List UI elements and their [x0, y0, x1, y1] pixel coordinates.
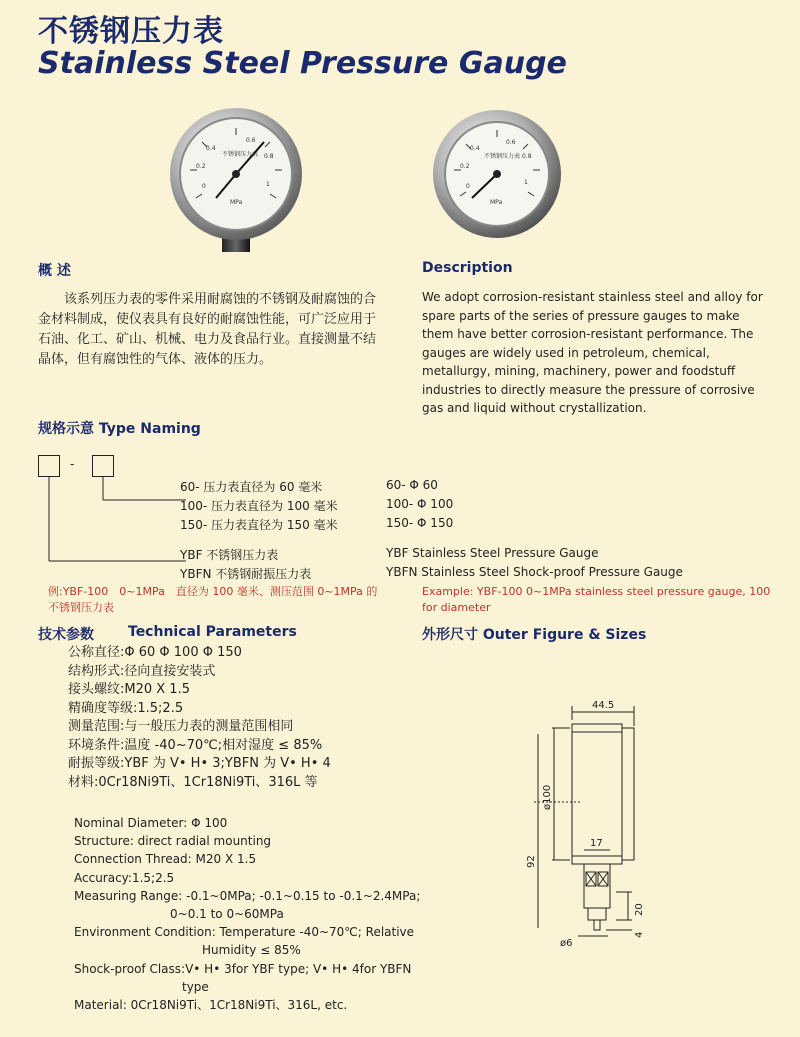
param-cn-item: 材料:0Cr18Ni9Ti、1Cr18Ni9Ti、316L 等: [68, 774, 318, 790]
type-row-cn-3: 150- 压力表直径为 150 毫米: [180, 518, 338, 532]
dim-offset: 17: [590, 838, 603, 849]
overview-text-cn: 该系列压力表的零件采用耐腐蚀的不锈钢及耐腐蚀的合金材料制成，使仪表具有良好的耐腐蚀性能，可广泛应用于石油、化工、矿山、机械、电力及食品行业。直接测量不结晶体，但有腐蚀性的气体、液体的压力。: [38, 292, 377, 367]
description-heading: Description: [422, 260, 513, 276]
param-en-item: Environment Condition: Temperature -40~70℃; Relative: [74, 925, 415, 940]
param-en-item: Connection Thread: M20 X 1.5: [74, 852, 257, 867]
gauge1-scale-3: 0.6: [246, 137, 256, 144]
param-en-list: [74, 814, 420, 1014]
example-cn: 例:YBF-100 0~1MPa 直径为 100 毫米、测压范围 0~1MPa 的不锈钢压力表: [48, 585, 378, 614]
gauge2-scale-4: 0.8: [522, 153, 532, 160]
gauge-photo-1: [160, 108, 310, 268]
type-row-en-4: YBF Stainless Steel Pressure Gauge: [386, 546, 599, 560]
overview-heading-cn: 概 述: [38, 263, 71, 279]
type-code-box: [38, 455, 60, 477]
technical-heading-en: Technical Parameters: [128, 624, 297, 640]
dim-bottom: 4: [634, 931, 645, 938]
param-cn-item: 结构形式:径向直接安装式: [68, 663, 216, 679]
param-en-item: Nominal Diameter: Φ 100: [74, 816, 228, 830]
gauge1-scale-4: 0.8: [264, 153, 274, 160]
type-naming-heading: 规格示意 Type Naming: [38, 421, 201, 437]
type-row-cn-4: YBF 不锈钢压力表: [180, 548, 279, 562]
type-row-cn-1: 60- 压力表直径为 60 毫米: [180, 480, 323, 494]
technical-heading-cn: 技术参数: [38, 627, 94, 643]
param-en-item: Accuracy:1.5;2.5: [74, 870, 175, 885]
gauge1-scale-5: 1: [266, 181, 270, 188]
gauge1-scale-1: 0.2: [196, 163, 206, 170]
gauge1-scale-0: 0: [202, 183, 206, 190]
page-title-cn: 不锈钢压力表: [38, 14, 224, 49]
gauge1-scale-2: 0.4: [206, 145, 216, 152]
param-en-item: Material: 0Cr18Ni9Ti、1Cr18Ni9Ti、316L, etc.: [74, 998, 348, 1013]
dim-width: 44.5: [592, 700, 615, 711]
param-cn-item: 环境条件:温度 -40~70℃;相对湿度 ≤ 85%: [68, 737, 323, 753]
gauge2-scale-5: 1: [524, 179, 528, 186]
param-en-item: type: [182, 979, 209, 994]
outer-figure-heading: 外形尺寸 Outer Figure & Sizes: [422, 627, 647, 643]
dim-diameter: ø100: [542, 784, 553, 810]
gauge2-scale-1: 0.2: [460, 163, 470, 170]
param-cn-item: 精确度等级:1.5;2.5: [68, 700, 184, 716]
param-cn-list: [68, 644, 331, 792]
param-cn-item: 耐振等级:YBF 为 V• H• 3;YBFN 为 V• H• 4: [68, 756, 331, 771]
param-en-item: Shock-proof Class:V• H• 3for YBF type; V• H• 4for YBFN: [74, 961, 412, 976]
param-cn-item: 测量范围:与一般压力表的测量范围相同: [68, 719, 294, 734]
dim-thread: ø6: [560, 938, 573, 949]
type-row-en-1: 60- Φ 60: [386, 478, 438, 492]
type-row-en-3: 150- Φ 150: [386, 516, 454, 530]
gauge-photo-2: [432, 104, 562, 244]
param-en-item: Humidity ≤ 85%: [202, 943, 301, 958]
param-en-item: 0~0.1 to 0~60MPa: [170, 907, 284, 922]
gauge2-face-name: 不锈钢压力表: [484, 153, 521, 160]
size-code-box: [92, 455, 114, 477]
param-en-item: Structure: direct radial mounting: [74, 834, 272, 849]
type-dash: -: [70, 457, 75, 471]
type-row-cn-5: YBFN 不锈钢耐振压力表: [180, 567, 312, 581]
gauge2-scale-2: 0.4: [470, 145, 480, 152]
gauge1-unit: MPa: [230, 199, 243, 206]
example-en: Example: YBF-100 0~1MPa stainless steel pressure gauge, 100 for diameter: [422, 585, 771, 614]
type-row-en-2: 100- Φ 100: [386, 497, 454, 511]
type-naming-connector: [38, 476, 188, 572]
param-en-item: Measuring Range: -0.1~0MPa; -0.1~0.15 to -0.1~2.4MPa;: [74, 888, 421, 903]
param-cn-item: 公称直径:Φ 60 Φ 100 Φ 150: [68, 645, 242, 660]
type-row-cn-2: 100- 压力表直径为 100 毫米: [180, 499, 338, 513]
gauge2-unit: MPa: [490, 199, 503, 206]
outer-figure-drawing: [520, 692, 650, 952]
page-title-en: Stainless Steel Pressure Gauge: [38, 46, 567, 81]
description-text: We adopt corrosion-resistant stainless steel and alloy for spare parts of the series of pressure gauges to make them have better corrosion-resistant performance. The gauges are widely used in petroleum, chemical, metallurgy, mining, machinery, power and foodstuff industries to directly measure the pressure of corrosive gas and liquid without crystallization.: [422, 290, 763, 415]
dim-height: 92: [526, 855, 537, 868]
type-row-en-5: YBFN Stainless Steel Shock-proof Pressure Gauge: [386, 565, 683, 579]
gauge1-face-name: 不锈钢压力表: [222, 151, 259, 158]
dim-stem: 20: [634, 903, 645, 916]
param-cn-item: 接头螺纹:M20 X 1.5: [68, 682, 190, 697]
gauge2-scale-0: 0: [466, 183, 470, 190]
gauge2-scale-3: 0.6: [506, 139, 516, 146]
